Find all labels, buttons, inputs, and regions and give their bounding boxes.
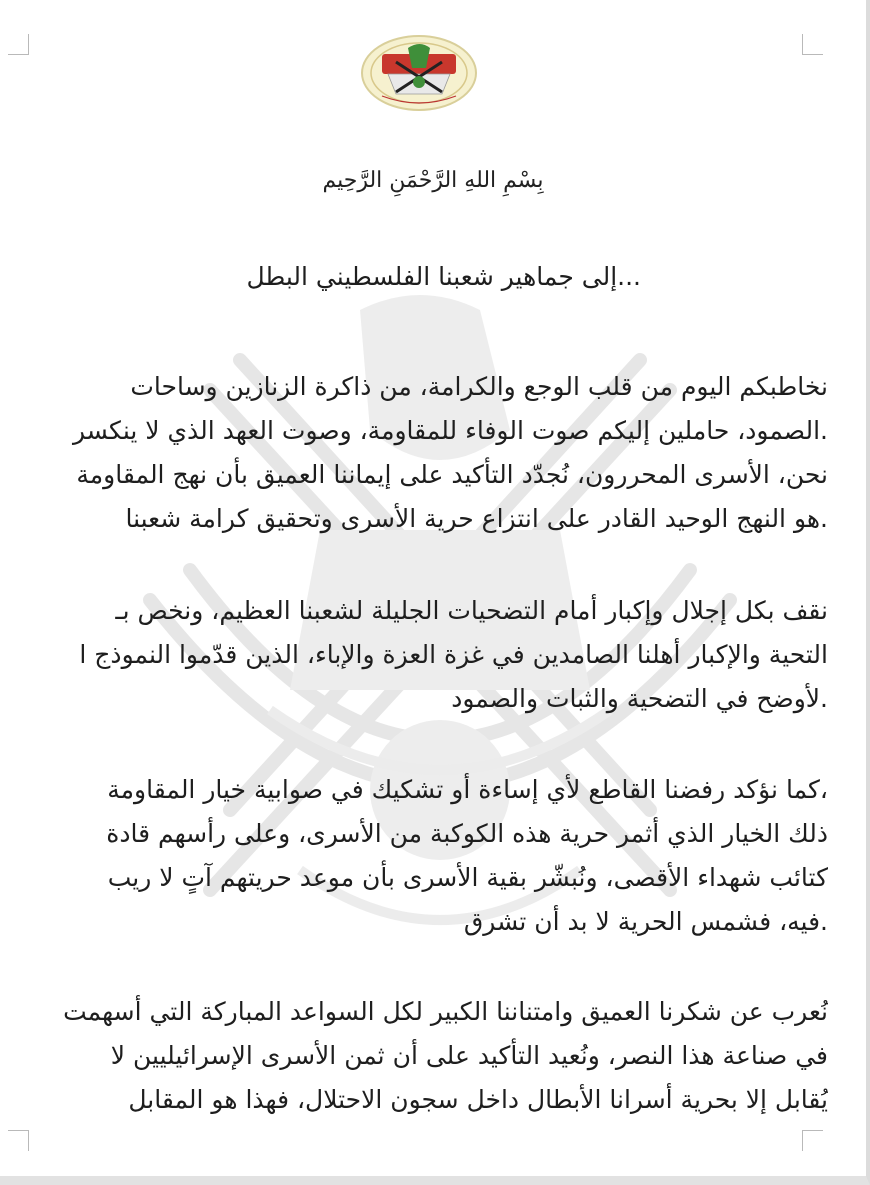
corner-mark-top-left — [8, 34, 29, 55]
paragraph-line: نحن، الأسرى المحررون، نُجدّد التأكيد على إيماننا العميق بأن نهج المقاومة — [76, 460, 828, 489]
basmala-heading: بِسْمِ اللهِ الرَّحْمَنِ الرَّحِيم — [322, 168, 544, 193]
paragraph-line: كتائب شهداء الأقصى، ونُبشّر بقية الأسرى بأن موعد حريتهم آتٍ لا ريب — [107, 863, 828, 892]
paragraph-line: نُعرب عن شكرنا العميق وامتناننا الكبير لكل السواعد المباركة التي أسهمت — [63, 997, 828, 1026]
paragraph-line: .لأوضح في التضحية والثبات والصمود — [451, 684, 828, 713]
paragraph-line: يُقابل إلا بحرية أسرانا الأبطال داخل سجون الاحتلال، فهذا هو المقابل — [128, 1085, 828, 1114]
corner-mark-bottom-left — [8, 1130, 29, 1151]
corner-mark-bottom-right — [802, 1130, 823, 1151]
paragraph-line: .هو النهج الوحيد القادر على انتزاع حرية الأسرى وتحقيق كرامة شعبنا — [125, 504, 828, 533]
paragraph-line: نقف بكل إجلال وإكبار أمام التضحيات الجليلة لشعبنا العظيم، ونخص بـ — [115, 596, 828, 625]
paragraph-line: نخاطبكم اليوم من قلب الوجع والكرامة، من ذاكرة الزنازين وساحات — [130, 372, 828, 401]
paragraph-3 — [38, 768, 828, 944]
paragraph-line: .الصمود، حاملين إليكم صوت الوفاء للمقاومة، وصوت العهد الذي لا ينكسر — [72, 416, 828, 445]
paragraph-line: في صناعة هذا النصر، ونُعيد التأكيد على أن ثمن الأسرى الإسرائيليين لا — [110, 1041, 828, 1070]
paragraph-line: .فيه، فشمس الحرية لا بد أن تشرق — [463, 907, 828, 936]
paragraph-2 — [38, 589, 828, 721]
paragraph-1 — [38, 365, 828, 541]
paragraph-line: التحية والإكبار أهلنا الصامدين في غزة العزة والإباء، الذين قدّموا النموذج ا — [79, 640, 828, 669]
corner-mark-top-right — [802, 34, 823, 55]
paragraph-4 — [38, 990, 828, 1122]
paragraph-line: ذلك الخيار الذي أثمر حرية هذه الكوكبة من الأسرى، وعلى رأسهم قادة — [106, 819, 828, 848]
salutation-line: ...إلى جماهير شعبنا الفلسطيني البطل — [246, 262, 641, 291]
paragraph-line: ،كما نؤكد رفضنا القاطع لأي إساءة أو تشكيك في صوابية خيار المقاومة — [107, 775, 828, 804]
fatah-emblem-logo — [360, 34, 478, 112]
